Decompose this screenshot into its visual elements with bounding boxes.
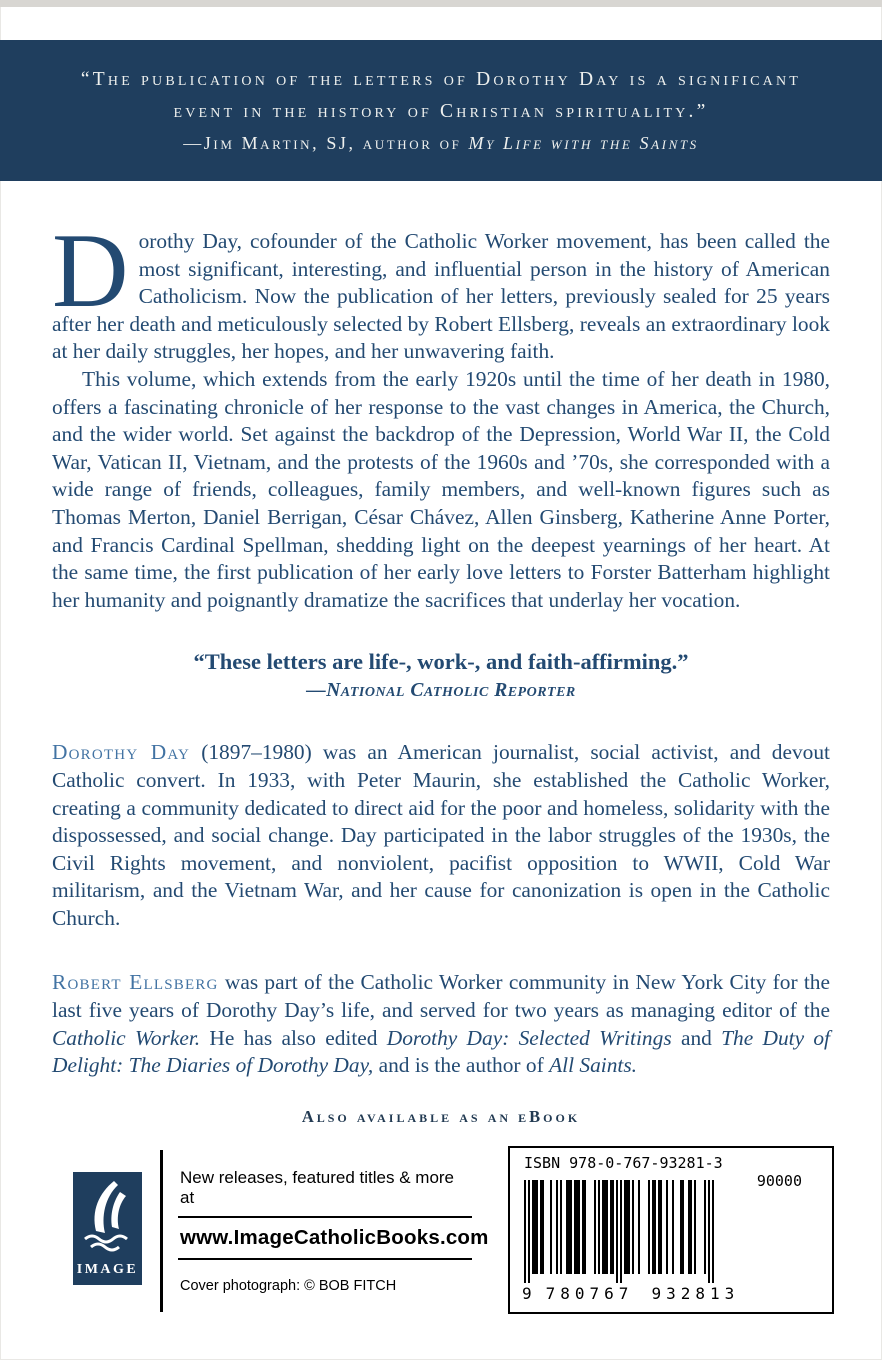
publisher-tagline: New releases, featured titles & more at <box>180 1168 455 1207</box>
back-cover-text <box>52 181 830 1127</box>
endorsement-banner <box>0 40 882 181</box>
drop-cap-letter: D <box>52 212 129 329</box>
cover-photo-credit: Cover photograph: © BOB FITCH <box>180 1278 397 1294</box>
logo-wordmark: IMAGE <box>76 1262 139 1277</box>
cover-top-edge <box>0 0 882 7</box>
bio-name-robert-ellsberg: Robert Ellsberg <box>52 970 219 995</box>
review-quote-block <box>52 649 830 702</box>
banner-attribution <box>183 133 699 154</box>
bio-ellsberg-text-0: was part of the Catholic Worker community in New York City for the last five years of Dorothy Day’s life, and served for two years as managing editor of the <box>52 970 830 1023</box>
barcode-bars <box>524 1180 822 1284</box>
description-paragraph-2: This volume, which extends from the early 1920s until the time of her death in 1980, offers a fascinating chronicle of her response to the vast changes in America, the Church, and the wider world. Set against the backdrop of the Depression, World War II, the Cold War, Vatican II, Vietnam, and the protests of the 1960s and ’70s, she corresponded with a wide range of friends, colleagues, family members, and well-known figures such as Thomas Merton, Daniel Berrigan, César Chávez, Allen Ginsberg, Katherine Anne Porter, and Francis Cardinal Spellman, shedding light on the deepest yearnings of her heart. At the same time, the first publication of her early love letters to Forster Batterham highlight her humanity and poignantly dramatize the sacrifices that underlay her vocation. <box>52 366 830 612</box>
bio-name-dorothy-day: Dorothy Day <box>52 740 191 765</box>
publisher-footer <box>0 1140 882 1350</box>
isbn-label: ISBN 978-0-767-93281-3 <box>524 1154 723 1172</box>
image-books-logo <box>73 1172 142 1285</box>
barcode-digit-left: 9 <box>522 1284 532 1303</box>
review-quote-text: “These letters are life-, work-, and faith-affirming.” <box>193 649 689 675</box>
barcode-digits <box>522 1284 822 1303</box>
price-code: 90000 <box>756 1172 802 1190</box>
rule-above-url <box>178 1216 472 1218</box>
barcode-digit-group2: 932813 <box>651 1284 740 1303</box>
editor-bio-robert-ellsberg <box>52 969 830 1079</box>
bio-ellsberg-text-4: and <box>671 1025 722 1050</box>
book-title-selected-writings: Dorothy Day: Selected Writings <box>386 1025 672 1050</box>
bio-dorothy-day-text: (1897–1980) was an American journalist, social activist, and devout Catholic convert. In 1933, with Peter Maurin, she established the Catholic Worker, creating a community dedicated to direct aid for the poor and homeless, solidarity with the dispossessed, and social change. Day participated in the labor struggles of the 1930s, the Civil Rights movement, and nonviolent, pacifist opposition to WWII, Cold War militarism, and the Vietnam War, and her cause for canonization is open in the Catholic Church. <box>52 740 830 930</box>
description-paragraph-1 <box>52 212 830 366</box>
rule-below-url <box>178 1258 472 1260</box>
banner-attribution-book-title: My Life with the Saints <box>468 133 699 153</box>
description-paragraph-1-text: orothy Day, cofounder of the Catholic Worker movement, has been called the most significant, interesting, and influential person in the history of American Catholicism. Now the publication of her letters, previously sealed for 25 years after her death and meticulously selected by Robert Ellsberg, reveals an extraordinary look at her daily struggles, her hopes, and her unwavering faith. <box>52 229 830 364</box>
book-title-catholic-worker: Catholic Worker. <box>52 1025 201 1050</box>
isbn-barcode-box <box>508 1146 834 1314</box>
author-bio-dorothy-day <box>52 739 830 932</box>
review-quote-attribution: —National Catholic Reporter <box>306 680 576 702</box>
publisher-url: www.ImageCatholicBooks.com <box>180 1226 489 1249</box>
sail-and-waves-icon <box>73 1177 142 1255</box>
ebook-availability-note: Also available as an eBook <box>301 1106 581 1126</box>
barcode-digit-group1: 780767 <box>545 1284 634 1303</box>
banner-quote-line2: event in the history of Christian spirituality.” <box>173 101 709 122</box>
banner-attribution-name: —Jim Martin, SJ, author of <box>183 133 469 153</box>
book-title-duty-of-delight: The Duty of Delight: The Diaries of Dorothy Day, <box>52 1025 831 1078</box>
banner-quote-line1: “The publication of the letters of Dorothy Day is a significant <box>80 69 802 90</box>
publisher-info-block <box>178 1168 489 1294</box>
bio-ellsberg-text-6: and is the author of <box>373 1053 550 1078</box>
bio-ellsberg-text-2: He has also edited <box>200 1025 387 1050</box>
book-title-all-saints: All Saints. <box>549 1053 638 1078</box>
footer-divider-line <box>160 1150 163 1312</box>
